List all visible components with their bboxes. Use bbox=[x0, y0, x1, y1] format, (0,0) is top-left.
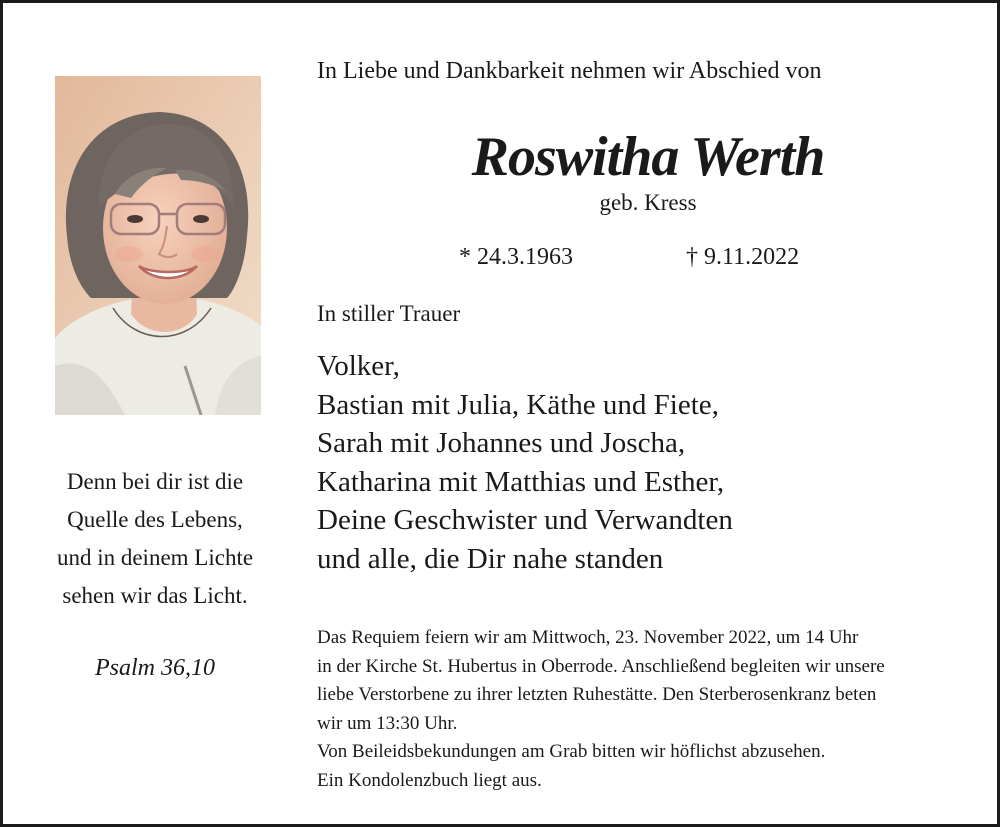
family-line: und alle, die Dir nahe standen bbox=[317, 542, 664, 575]
family-line: Bastian mit Julia, Käthe und Fiete, bbox=[317, 388, 719, 421]
notice-line: liebe Verstorbene zu ihrer letzten Ruhestätte. Den Sterberosenkranz beten bbox=[317, 684, 877, 705]
family-line: Deine Geschwister und Verwandten bbox=[317, 504, 733, 536]
death-date: † 9.11.2022 bbox=[686, 244, 800, 270]
verse-line: Denn bei dir ist die bbox=[66, 469, 244, 494]
notice-line: wir um 13:30 Uhr. bbox=[317, 712, 458, 734]
birth-date: * 24.3.1963 bbox=[459, 244, 573, 270]
verse-line: und in deinem Lichte bbox=[56, 545, 254, 570]
portrait-photo bbox=[55, 76, 261, 415]
family-line: Katharina mit Matthias und Esther, bbox=[317, 465, 725, 498]
notice-line: Von Beileidsbekundungen am Grab bitten wir höflichst abzusehen. bbox=[317, 741, 826, 762]
deceased-name: Roswitha Werth bbox=[471, 126, 825, 188]
verse-reference: Psalm 36,10 bbox=[95, 655, 215, 681]
service-notice bbox=[317, 624, 885, 795]
intro-text: In Liebe und Dankbarkeit nehmen wir Abschied von bbox=[317, 58, 822, 84]
verse-line: Quelle des Lebens, bbox=[67, 507, 243, 532]
notice-line: Das Requiem feiern wir am Mittwoch, 23. November 2022, um 14 Uhr bbox=[317, 627, 859, 648]
mourning-label: In stiller Trauer bbox=[317, 301, 461, 326]
notice-line: in der Kirche St. Hubertus in Oberrode. Anschließend begleiten wir unsere bbox=[317, 655, 885, 677]
family-line: Sarah mit Johannes und Joscha, bbox=[317, 427, 686, 459]
bible-verse bbox=[33, 463, 277, 615]
family-list bbox=[317, 347, 733, 578]
notice-line: Ein Kondolenzbuch liegt aus. bbox=[317, 769, 542, 791]
family-line: Volker, bbox=[317, 350, 400, 382]
verse-line: sehen wir das Licht. bbox=[62, 583, 248, 608]
maiden-name: geb. Kress bbox=[599, 190, 697, 215]
